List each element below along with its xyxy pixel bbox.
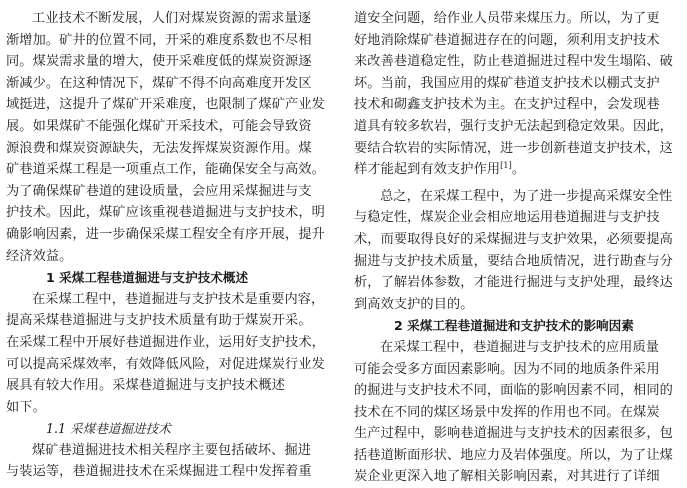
text-line: 技术和砌鑫支护技术为主。在支护过程中，会发现巷 [354,97,660,113]
factors-paragraph [354,337,682,488]
text-line: 掘进与支护技术质量，要结合地质情况，进行勘查与分 [354,253,673,269]
text-line: 在采煤工程中，巷道掘进与支护技术的应用质量 [380,339,660,355]
text-segment: 样才能起到有效支护作用 [354,162,501,178]
subsection-heading-1-1: 1.1 采煤巷道掘进技术 [46,421,171,437]
text-line: 渐减少。在这种情况下，煤矿不得不向高难度开发区 [6,75,312,91]
text-line: 展具有较大作用。采煤巷道掘进与支护技术概述 [6,378,286,394]
text-line: 炭企业更深入地了解相关影响因素，对其进行了详细 [354,469,660,485]
text-line: 护技术。因此，煤矿应该重视巷道掘进与支护技术，明 [6,205,325,221]
text-line: 到高效支护的目的。 [354,296,474,312]
text-line: 道具有较多软岩，强行支护无法起到稳定效果。因此， [354,118,673,134]
text-line: 术，而要取得良好的采煤掘进与支护效果，必须要提高 [354,231,673,247]
text-line: 来改善巷道稳定性，防止巷道掘进过程中发生塌陷、破 [354,54,673,70]
text-line: 可能会受多方面因素影响。因为不同的地质条件采用 [354,361,660,377]
text-line: 道安全问题，给作业人员带来煤压力。所以，为了更 [354,11,660,26]
text-line: 在采煤工程中，巷道掘进与支护技术是重要内容， [32,291,325,307]
text-line: 析，了解岩体参数，才能进行掘进与支护处理，最终达 [354,275,673,291]
text-line: 如下。 [6,399,46,415]
text-line: 为了确保煤矿巷道的建设质量，会应用采煤掘进与支 [6,183,312,199]
summary-paragraph [354,186,682,316]
text-line: 要结合软岩的实际情况，进一步创新巷道支护技术，这 [354,140,673,156]
text-line: 括巷道断面形状、地应力及岩体强度。所以，为了让煤 [354,447,673,463]
section-heading-1: 1 采煤工程巷道掘进与支护技术概述 [46,270,249,286]
text-line: 可以提高采煤效率，有效降低风险，对促进煤炭行业发 [6,356,325,372]
text-line: 总之，在采煤工程中，为了进一步提高采煤安全性 [380,188,673,204]
text-line: 渐增加。矿井的位置不同，开采的难度系数也不尽相 [6,32,312,48]
text-line: 源浪费和煤炭资源缺失，无法发挥煤炭资源作用。煤 [6,140,312,156]
right-column [354,8,682,488]
overview-paragraph [6,289,332,419]
excavation-paragraph [6,440,332,483]
left-column [6,8,332,483]
text-line: 坏。当前，我国应用的煤矿巷道支护技术以棚式支护 [354,75,660,91]
text-line: 同。煤炭需求量的增大，使开采难度低的煤炭资源逐 [6,54,312,70]
text-line: 与稳定性，煤炭企业会相应地运用巷道掘进与支护技 [354,210,660,226]
text-line: 展。如果煤矿不能强化煤矿开采技术，可能会导致资 [6,118,312,134]
text-line: 工业技术不断发展，人们对煤炭资源的需求量逐 [32,11,312,26]
text-line: 在采煤工程中开展好巷道掘进作业，运用好支护技术， [6,334,325,350]
text-line: 域挺进，这提升了煤矿开采难度，也限制了煤矿产业发 [6,97,325,113]
text-line [354,159,682,181]
text-line: 技术在不同的煤区场景中发挥的作用也不同。在煤炭 [354,404,660,420]
text-line: 矿巷道采煤工程是一项重点工作，能确保安全与高效。 [6,162,325,178]
text-line: 煤矿巷道掘进技术相关程序主要包括破坏、掘进 [32,442,312,458]
text-line: 好地消除煤矿巷道掘进存在的问题，须利用支护技术 [354,32,660,48]
intro-paragraph [6,8,332,267]
text-line: 的掘进与支护技术不同，面临的影响因素不同，相同的 [354,383,673,399]
text-line: 生产过程中，影响巷道掘进与支护技术的因素很多，包 [354,426,673,442]
section-heading-2: 2 采煤工程巷道掘进和支护技术的影响因素 [394,318,634,334]
text-line: 提高采煤巷道掘进与支护技术质量有助于煤炭开采。 [6,313,312,329]
support-paragraph [354,8,682,181]
text-line: 经济效益。 [6,248,73,264]
text-line: 与装运等，巷道掘进技术在采煤掘进工程中发挥着重 [6,464,312,480]
text-line: 确影响因素，进一步确保采煤工程安全有序开展，提升 [6,226,325,242]
citation-ref[interactable]: [1] [500,161,512,171]
text-segment: 。 [511,162,526,178]
